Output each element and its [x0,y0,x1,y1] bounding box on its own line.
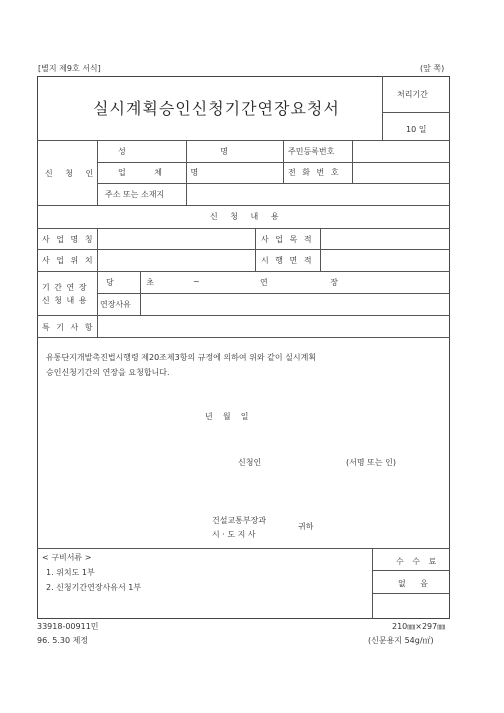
signature-note: (서명 또는 인) [346,458,396,467]
divider [37,548,450,549]
divider [37,271,450,272]
extension-reason-label: 연장사유 [100,300,131,309]
address-label: 주소 또는 소재지 [105,190,165,199]
tilde-separator: ~ [193,277,200,286]
fee-value: 없 음 [398,579,434,588]
name-field[interactable] [187,141,282,161]
project-location-field[interactable] [98,250,254,270]
divider [382,76,383,140]
phone-label: 전 화 번 호 [288,168,341,177]
divider [372,570,450,571]
remarks-field[interactable] [98,316,449,336]
address-field[interactable] [187,184,449,204]
divider [382,112,450,113]
extension-label-line1: 기 간 연 장 [42,283,88,292]
attachment-item: 2. 신청기간연장사유서 1부 [46,583,142,592]
recipient-line-2: 시 · 도 지 사 [212,530,256,539]
resident-id-field[interactable] [353,141,449,161]
divider [372,593,450,594]
project-location-label: 사 업 위 치 [42,256,95,265]
company-name-label: 업 체 명 [118,168,212,177]
form-title: 실시계획승인신청기간연장요청서 [93,99,340,118]
honorific: 귀하 [298,522,314,531]
divider [372,548,373,619]
statement-line-2: 승인신청기간의 연장을 요청합니다. [46,368,170,377]
name-label: 성 명 [118,147,274,156]
recipient-line-1: 건설교통부장과 [212,516,267,525]
enactment-date: 96. 5.30 제정 [37,636,89,645]
divider [255,228,256,271]
processing-period-value: 10 일 [406,125,427,134]
extension-label-line2: 신 청 내 용 [42,296,88,305]
remarks-label: 특 기 사 항 [42,323,95,332]
implementation-area-label: 시 행 면 적 [261,256,314,265]
applicant-signature-label: 신청인 [238,458,262,467]
paper-size: 210㎜×297㎜ [392,622,446,631]
project-purpose-field[interactable] [321,229,449,248]
divider [283,140,284,183]
fee-label: 수 수 료 [396,557,440,566]
phone-field[interactable] [353,163,449,182]
divider [37,337,450,338]
divider [37,205,450,206]
attachment-item: 1. 위치도 1부 [46,568,95,577]
statement-line-1: 유통단지개발촉진법시행령 제20조제3항의 규정에 의하여 위와 같이 실시계획 [46,353,317,362]
attachments-heading: < 구비서류 > [42,553,92,562]
date-line: 년 월 일 [205,412,249,421]
extension-reason-field[interactable] [141,294,449,314]
applicant-section-label: 신 청 인 [45,169,99,178]
paper-type: (신문용지 54g/㎡) [368,636,434,645]
extension-period-label: 연 장 [260,278,368,287]
original-period-label: 당 초 [106,278,169,287]
form-code: 33918-00911민 [37,622,99,631]
implementation-area-field[interactable] [321,250,449,270]
project-name-label: 사 업 명 칭 [42,235,95,244]
project-purpose-label: 사 업 목 적 [261,235,314,244]
form-number: [별지 제9호 서식] [38,64,101,73]
resident-id-label: 주민등록번호 [288,147,335,156]
project-name-field[interactable] [98,229,254,248]
request-section-label: 신 청 내 용 [210,212,284,221]
company-name-field[interactable] [187,163,282,182]
page-side: (앞 쪽) [420,64,445,73]
processing-period-label: 처리기간 [397,90,428,99]
